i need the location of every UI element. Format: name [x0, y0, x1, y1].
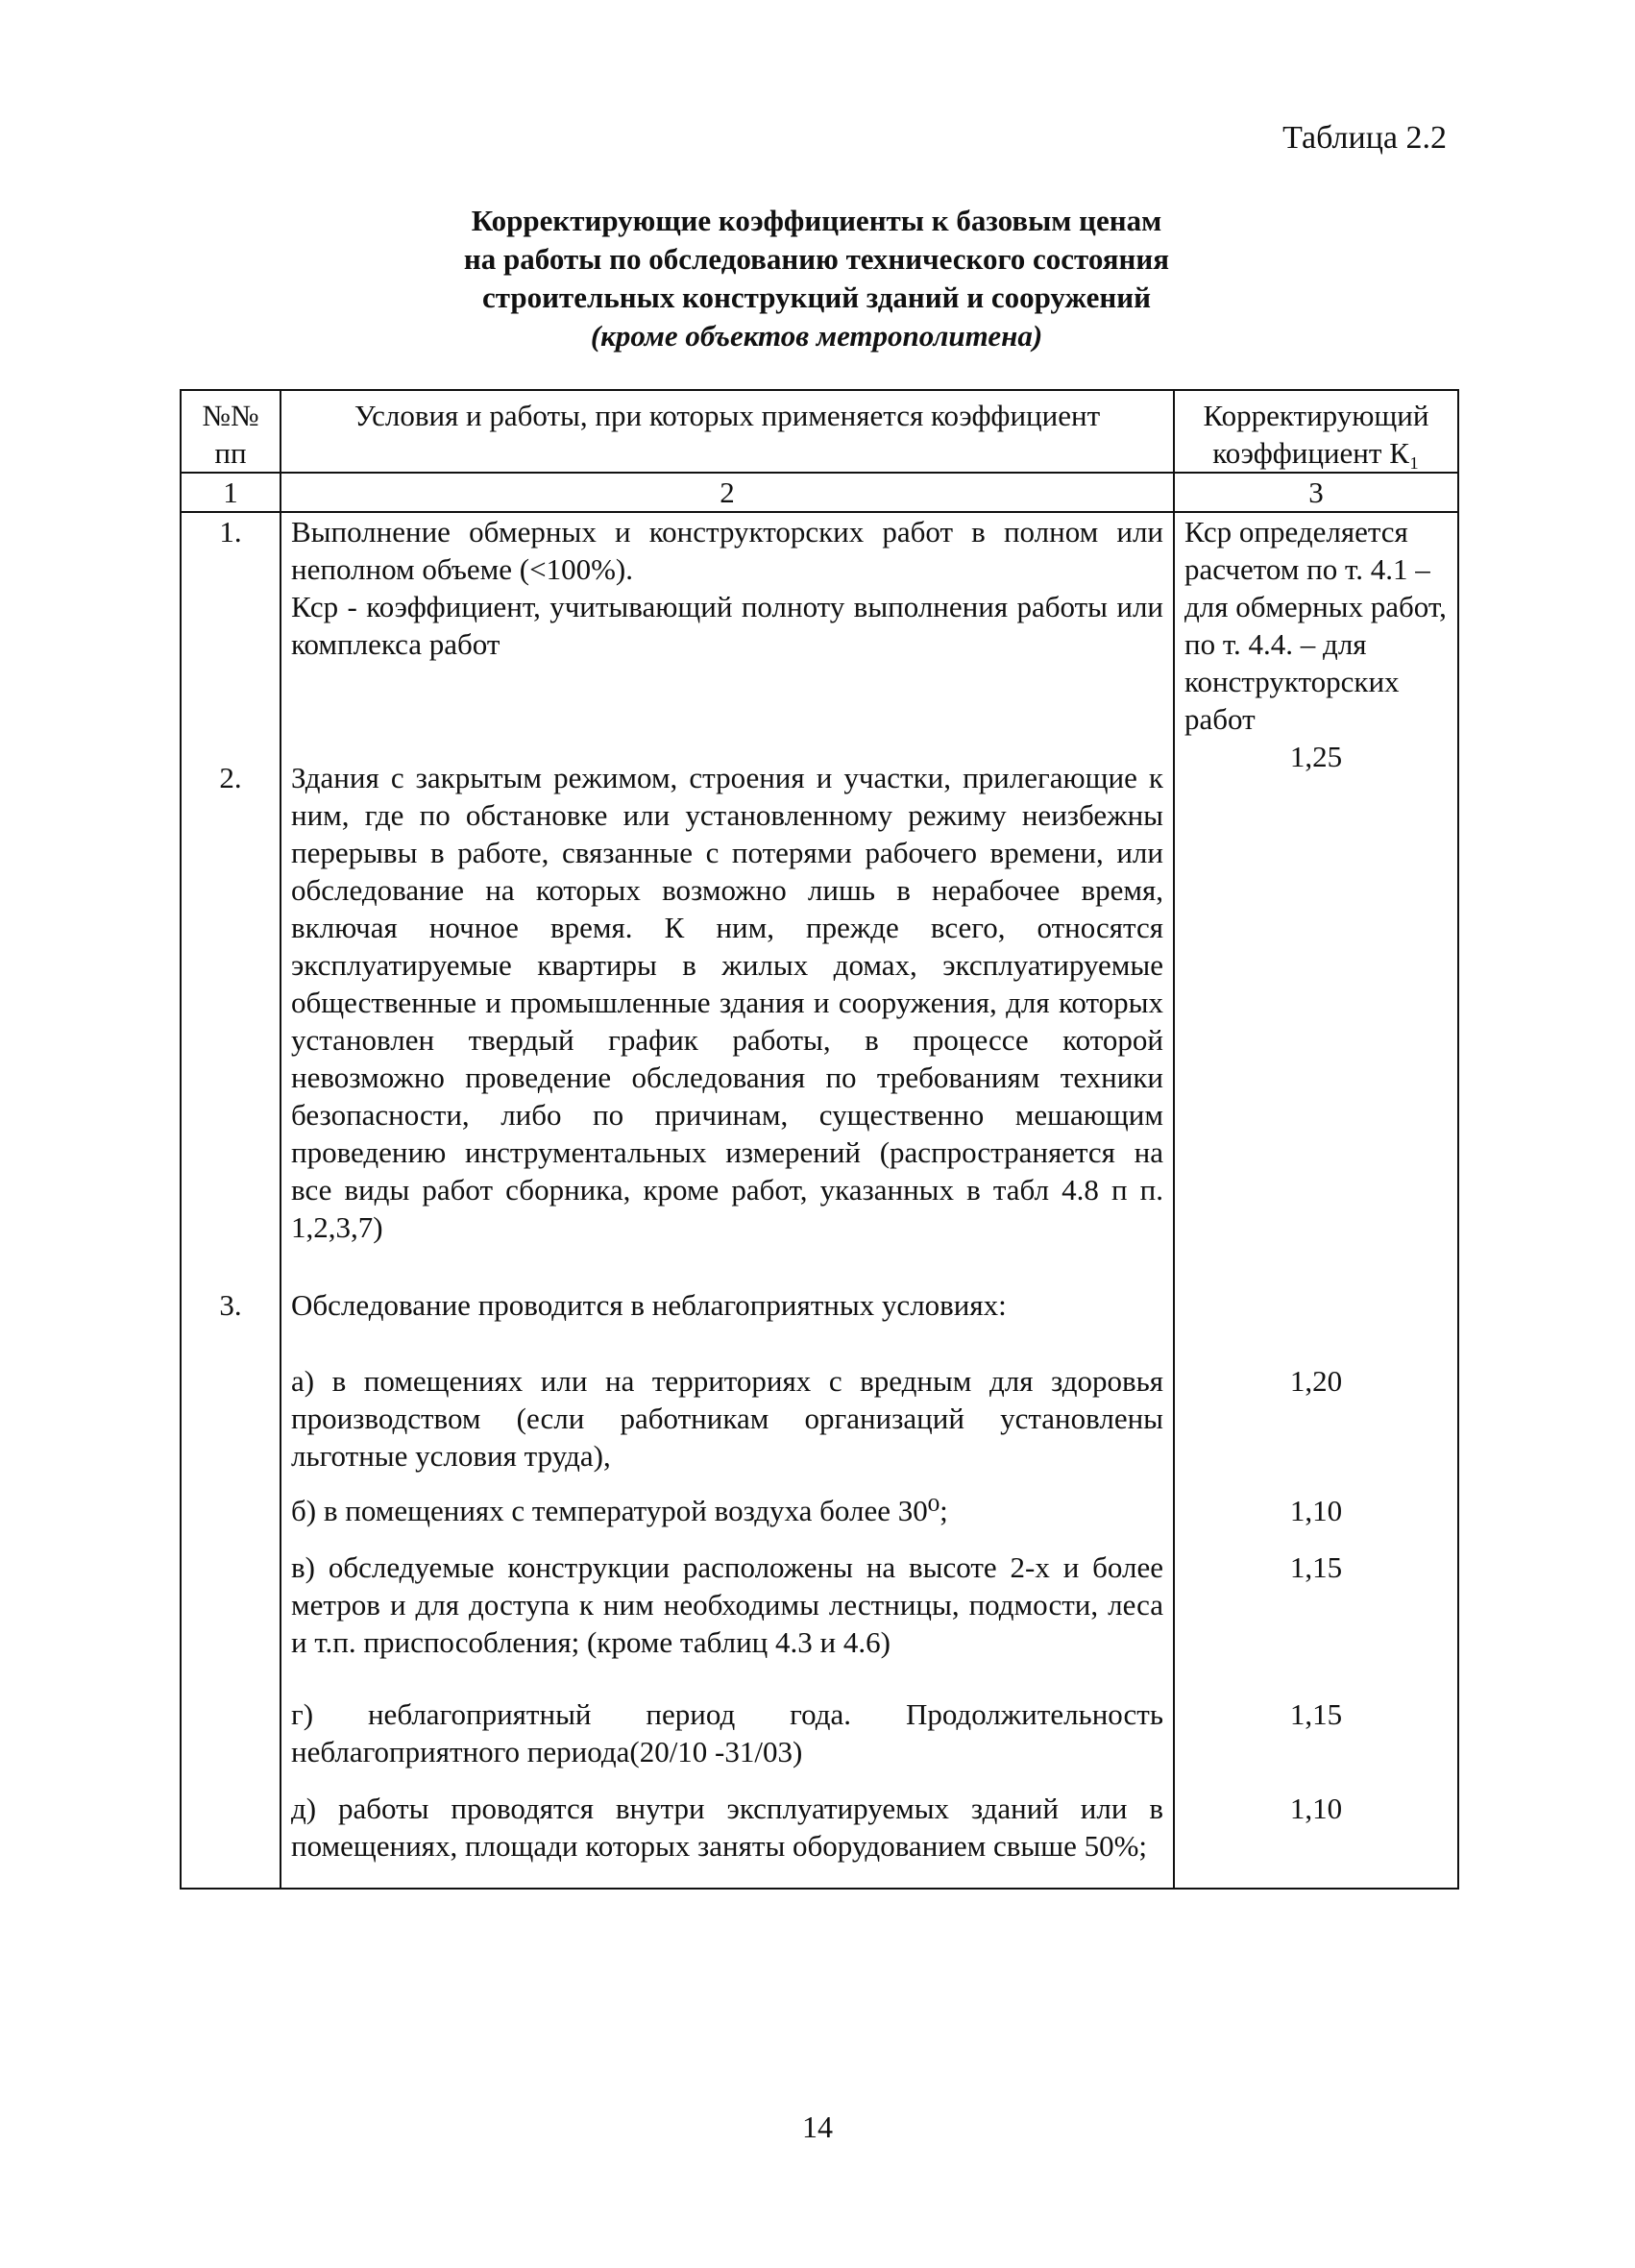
- title-line-3: строительных конструкций зданий и сооружений: [482, 280, 1151, 314]
- title-line-2: на работы по обследованию технического состояния: [463, 242, 1170, 276]
- header-col-conditions: Условия и работы, при которых применяется коэффициент: [281, 390, 1174, 473]
- table-row: [181, 512, 1458, 738]
- row-coefficient: 1,25: [1174, 738, 1458, 1246]
- table-subrow: [181, 1770, 1458, 1889]
- column-number: 2: [281, 473, 1174, 512]
- subrow-coefficient: 1,20: [1174, 1324, 1458, 1475]
- subrow-conditions: а) в помещениях или на территориях с вредным для здоровья производством (если работникам организаций установлены льготные условия труда),: [281, 1324, 1174, 1475]
- table-subrow: [181, 1475, 1458, 1529]
- subrow-conditions: в) обследуемые конструкции расположены на высоте 2-х и более метров и для доступа к ним необходимы лестницы, подмости, леса и т.п. приспособления; (кроме таблиц 4.3 и 4.6): [281, 1529, 1174, 1661]
- coefficients-table: [180, 389, 1459, 1890]
- table-label: Таблица 2.2: [1282, 120, 1447, 156]
- table-subrow: [181, 1324, 1458, 1475]
- subrow-coefficient: 1,10: [1174, 1475, 1458, 1529]
- table-header-row: [181, 390, 1458, 473]
- title-line-4: (кроме объектов метрополитена): [590, 319, 1043, 353]
- row-conditions: Обследование проводится в неблагоприятных условиях:: [281, 1246, 1174, 1324]
- header-col-coefficient: Корректирующий коэффициент К₁: [1174, 390, 1458, 473]
- table-title: [288, 202, 1345, 355]
- row-conditions: Здания с закрытым режимом, строения и участки, прилегающие к ним, где по обстановке или установленному режиму неизбежны перерывы в работе, связанные с потерями рабочего времени, или обследование на которых возможно лишь в нерабочее время, включая ночное время. К ним, прежде всего, относятся эксплуатируемые квартиры в жилых домах, эксплуатируемые общественные и промышленные здания и сооружения, для которых установлен твердый график работы, в процессе которой невозможно проведение обследования по требованиям техники безопасности, либо по причинам, существенно мешающим проведению инструментальных измерений (распространяется на все виды работ сборника, кроме работ, указанных в табл 4.8 п п. 1,2,3,7): [281, 738, 1174, 1246]
- row-number: 1.: [181, 512, 281, 738]
- table-subrow: [181, 1529, 1458, 1661]
- header-col-number: №№ пп: [181, 390, 281, 473]
- subrow-coefficient: 1,15: [1174, 1529, 1458, 1661]
- column-number: 3: [1174, 473, 1458, 512]
- row-conditions: [281, 512, 1174, 738]
- row-coefficient: [1174, 1246, 1458, 1324]
- table-row: [181, 1246, 1458, 1324]
- row-number: 2.: [181, 738, 281, 1246]
- column-number: 1: [181, 473, 281, 512]
- page-number: 14: [802, 2109, 833, 2144]
- title-line-1: Корректирующие коэффициенты к базовым ценам: [471, 204, 1162, 237]
- subrow-conditions: б) в помещениях с температурой воздуха более 30⁰;: [281, 1475, 1174, 1529]
- subrow-conditions: г) неблагоприятный период года. Продолжительность неблагоприятного периода(20/10 -31/03): [281, 1661, 1174, 1770]
- subrow-conditions: д) работы проводятся внутри эксплуатируемых зданий или в помещениях, площади которых заняты оборудованием свыше 50%;: [281, 1770, 1174, 1889]
- row-conditions-text: Выполнение обмерных и конструкторских работ в полном или неполном объеме (<100%).: [291, 515, 1163, 586]
- subrow-coefficient: 1,10: [1174, 1770, 1458, 1889]
- table-subrow: [181, 1661, 1458, 1770]
- table-row: [181, 738, 1458, 1246]
- subrow-coefficient: 1,15: [1174, 1661, 1458, 1770]
- column-number-row: [181, 473, 1458, 512]
- row-coefficient: Кср определяется расчетом по т. 4.1 – для обмерных работ, по т. 4.4. – для конструкторских работ: [1174, 512, 1458, 738]
- row-number: 3.: [181, 1246, 281, 1324]
- row-conditions-note: Кср - коэффициент, учитывающий полноту выполнения работы или комплекса работ: [291, 590, 1163, 661]
